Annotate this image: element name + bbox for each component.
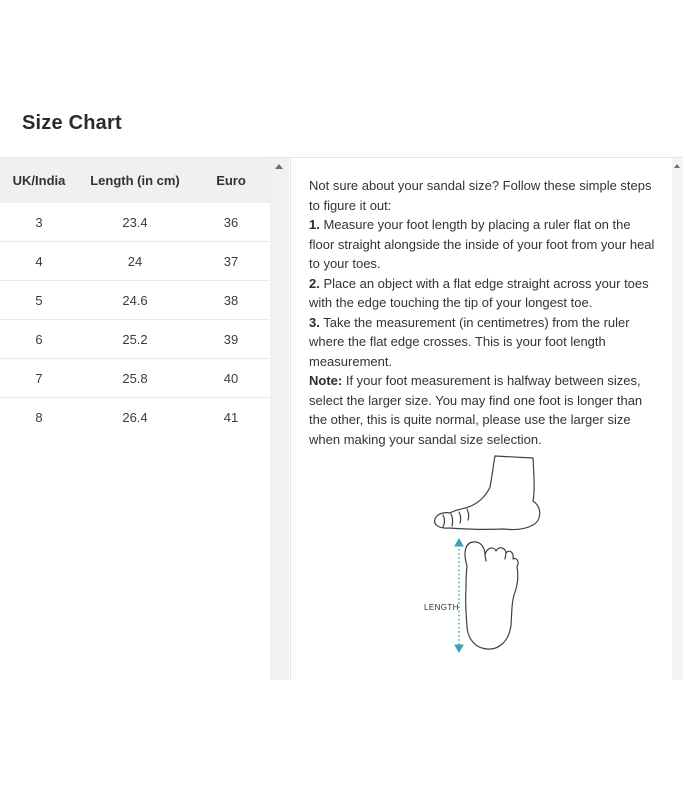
- cell-uk-size: 4: [35, 253, 43, 269]
- cell-uk-size: 6: [35, 331, 43, 347]
- step-1-text: Measure your foot length by placing a ruler flat on the floor straight alongside the inside of your foot from your heal to your toes.: [309, 217, 655, 271]
- step-2-text: Place an object with a flat edge straight across your toes with the edge touching the tip of your longest toe.: [309, 275, 649, 310]
- table-row: [0, 203, 270, 242]
- column-header-length: Length (in cm): [90, 173, 180, 188]
- step-3-number: 3.: [309, 314, 320, 330]
- step-2-number: 2.: [309, 275, 320, 291]
- table-row: [0, 281, 270, 320]
- cell-length-cm: 23.4: [122, 214, 148, 230]
- table-row: [0, 359, 270, 398]
- panel-scrollbar[interactable]: [672, 158, 683, 680]
- cell-length-cm: 24.6: [122, 292, 148, 308]
- instructions-panel: [309, 176, 659, 449]
- table-row: [0, 320, 270, 359]
- scroll-up-icon[interactable]: [674, 164, 680, 168]
- length-arrow-top-icon: [455, 539, 463, 546]
- step-1: [309, 215, 659, 274]
- length-arrow-bottom-icon: [455, 645, 463, 652]
- cell-length-cm: 24: [127, 253, 143, 269]
- cell-uk-size: 5: [35, 292, 43, 308]
- intro-text-span: Not sure about your sandal size? Follow these simple steps to figure it out:: [309, 178, 652, 213]
- cell-length-cm: 25.2: [122, 331, 148, 347]
- table-row: [0, 242, 270, 281]
- cell-euro-size: 40: [223, 370, 239, 386]
- cell-euro-size: 36: [223, 214, 239, 230]
- footprint-outline: [465, 542, 518, 649]
- cell-euro-size: 38: [223, 292, 239, 308]
- panel-divider: [290, 157, 291, 680]
- page-title: Size Chart: [22, 112, 122, 134]
- note-body: If your foot measurement is halfway between sizes, select the larger size. You may find one foot is longer than the other, this is quite normal, please use the larger size when making your sandal size selection.: [309, 373, 643, 447]
- cell-uk-size: 7: [35, 370, 43, 386]
- foot-measurement-diagram: [405, 443, 580, 658]
- scroll-up-icon[interactable]: [275, 164, 283, 169]
- step-2: [309, 274, 659, 313]
- table-scrollbar[interactable]: [270, 158, 289, 680]
- cell-length-cm: 26.4: [122, 410, 148, 425]
- length-label: LENGTH: [424, 603, 459, 612]
- size-table-body: [0, 203, 270, 437]
- column-header-euro: Euro: [216, 173, 246, 188]
- table-row: [0, 398, 270, 437]
- cell-euro-size: 37: [223, 253, 239, 269]
- cell-uk-size: 8: [35, 410, 43, 425]
- cell-uk-size: 3: [35, 214, 43, 230]
- cell-euro-size: 41: [223, 410, 239, 425]
- size-table-header: [0, 158, 270, 203]
- column-header-uk-india: UK/India: [12, 173, 66, 188]
- cell-length-cm: 25.8: [122, 370, 148, 386]
- foot-side-outline: [435, 456, 540, 530]
- step-3-text: Take the measurement (in centimetres) from the ruler where the flat edge crosses. This is your foot length measurement.: [309, 314, 630, 369]
- step-3: [309, 313, 659, 372]
- intro-text: [309, 176, 659, 215]
- step-1-number: 1.: [309, 217, 320, 232]
- cell-euro-size: 39: [223, 331, 239, 347]
- note-label: Note:: [309, 373, 343, 388]
- note-text: [309, 371, 659, 449]
